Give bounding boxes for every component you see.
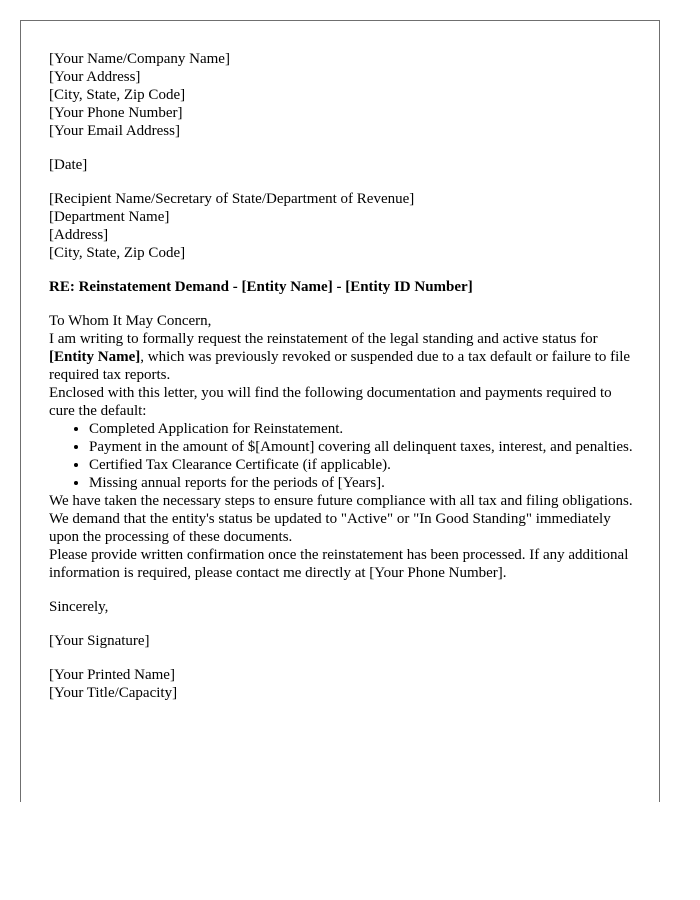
enclosure-item: • Certified Tax Clearance Certificate (if applicable). [89, 456, 639, 474]
enclosures-list [49, 420, 639, 492]
paragraph-request [49, 330, 639, 384]
sender-name: [Your Name/Company Name] [49, 51, 230, 67]
title-capacity: [Your Title/Capacity] [49, 685, 178, 701]
paragraph-enclosures-intro: Enclosed with this letter, you will find the following documentation and payments required to cure the default: [49, 385, 612, 419]
printed-name: [Your Printed Name] [49, 667, 175, 683]
sender-city-state-zip: [City, State, Zip Code] [49, 87, 186, 103]
recipient-department: [Department Name] [49, 209, 170, 225]
recipient-city-state-zip: [City, State, Zip Code] [49, 245, 186, 261]
salutation-block [49, 312, 639, 330]
closing: Sincerely, [49, 599, 109, 615]
enclosure-item: • Missing annual reports for the periods of [Years]. [89, 474, 639, 492]
enclosure-item: • Completed Application for Reinstatement. [89, 420, 639, 438]
letter-body [49, 50, 639, 702]
recipient-block [49, 190, 639, 262]
paragraph-confirmation: Please provide written confirmation once the reinstatement has been processed. If any additional information is required, please contact me directly at [Your Phone Number]. [49, 547, 629, 581]
sender-address: [Your Address] [49, 69, 141, 85]
paragraph-request-reason: , which was previously revoked or suspended due to a tax default or failure to file required tax reports. [49, 349, 631, 383]
salutation: To Whom It May Concern, [49, 313, 212, 329]
paragraph-compliance: We have taken the necessary steps to ensure future compliance with all tax and filing obligations. We demand that the entity's status be updated to "Active" or "In Good Standing" immediately upon the processing of these documents. [49, 493, 633, 545]
recipient-address: [Address] [49, 227, 109, 243]
signature-block [49, 632, 639, 650]
enclosure-item: • Payment in the amount of $[Amount] covering all delinquent taxes, interest, and penalties. [89, 438, 639, 456]
letter-page [20, 20, 660, 802]
subject-line: RE: Reinstatement Demand - [Entity Name] - [Entity ID Number] [49, 279, 473, 295]
subject-block [49, 278, 639, 296]
sender-email: [Your Email Address] [49, 123, 180, 139]
date-block [49, 156, 639, 174]
entity-name-placeholder: [Entity Name] [49, 349, 141, 365]
paragraph-request-intro: I am writing to formally request the reinstatement of the legal standing and active status for [49, 331, 598, 347]
sender-block [49, 50, 639, 140]
signer-block [49, 666, 639, 702]
signature-placeholder: [Your Signature] [49, 633, 150, 649]
letter-date: [Date] [49, 157, 88, 173]
sender-phone: [Your Phone Number] [49, 105, 183, 121]
closing-block [49, 598, 639, 616]
recipient-name: [Recipient Name/Secretary of State/Department of Revenue] [49, 191, 415, 207]
